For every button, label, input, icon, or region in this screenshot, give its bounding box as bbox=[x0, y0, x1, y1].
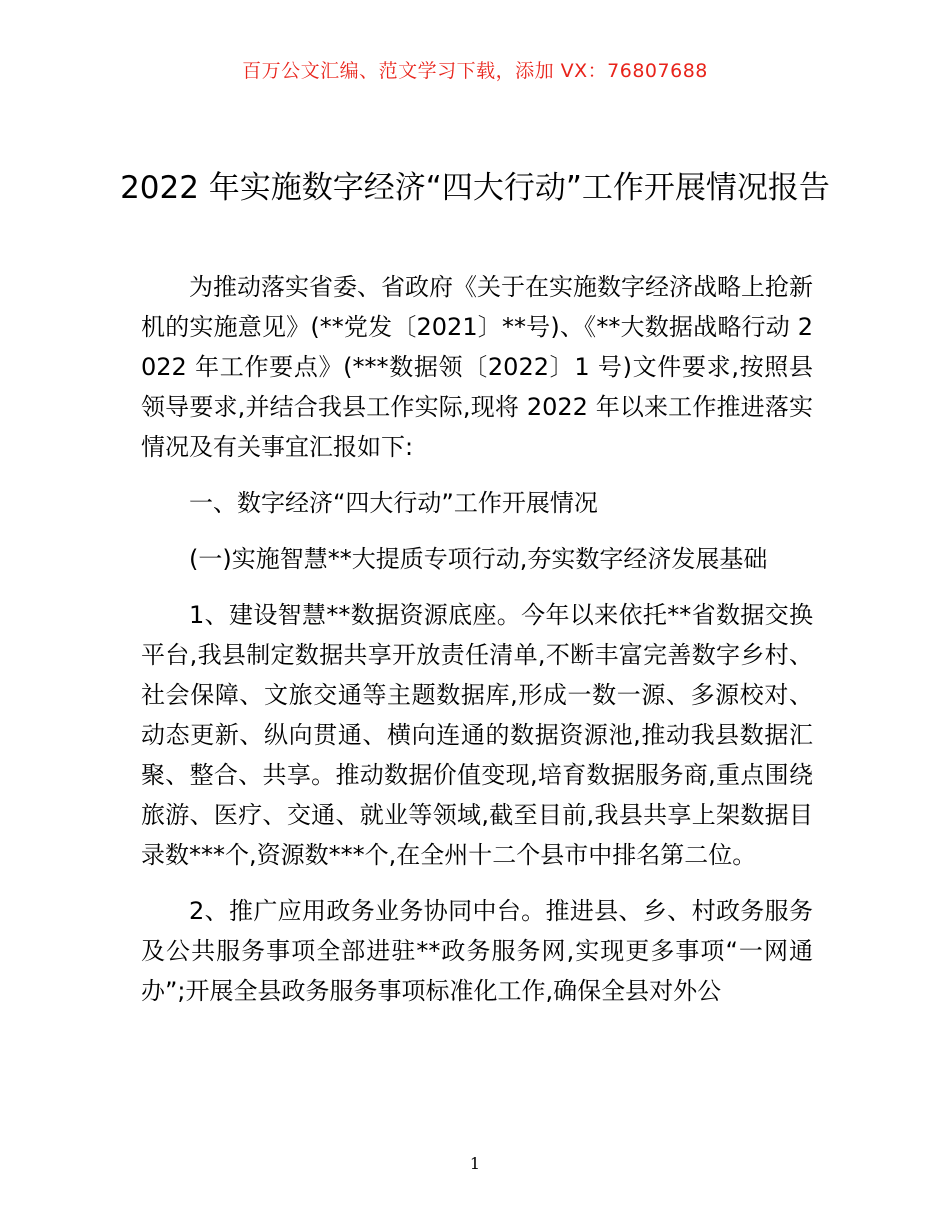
subsection-heading-1: (一)实施智慧**大提质专项行动,夯实数字经济发展基础 bbox=[189, 545, 768, 573]
document-body bbox=[141, 267, 813, 1011]
paragraph-item-2: 2、推广应用政务业务协同中台。推进县、乡、村政务服务及公共服务事项全部进驻**政务服务网,实现更多事项“一网通办”;开展全县政务服务事项标准化工作,确保全县对外公 bbox=[141, 897, 813, 1005]
header-watermark: 百万公文汇编、范文学习下载，添加 VX：76807688 bbox=[242, 60, 708, 82]
paragraph-intro: 为推动落实省委、省政府《关于在实施数字经济战略上抢新机的实施意见》(**党发〔2021〕**号)、《**大数据战略行动 2022 年工作要点》(***数据领〔2022〕1 号)文件要求,按照县领导要求,并结合我县工作实际,现将 2022 年以来工作推进落实情况及有关事宜汇报如下: bbox=[141, 273, 813, 461]
section-heading-1: 一、数字经济“四大行动”工作开展情况 bbox=[189, 489, 598, 517]
paragraph-item-1: 1、建设智慧**数据资源底座。今年以来依托**省数据交换平台,我县制定数据共享开放责任清单,不断丰富完善数字乡村、社会保障、文旅交通等主题数据库,形成一数一源、多源校对、动态更新、纵向贯通、横向连通的数据资源池,推动我县数据汇聚、整合、共享。推动数据价值变现,培育数据服务商,重点围绕旅游、医疗、交通、就业等领域,截至目前,我县共享上架数据目录数***个,资源数***个,在全州十二个县市中排名第二位。 bbox=[141, 601, 813, 869]
page-number: 1 bbox=[469, 1154, 481, 1173]
document-title: 2022 年实施数字经济“四大行动”工作开展情况报告 bbox=[120, 170, 830, 206]
